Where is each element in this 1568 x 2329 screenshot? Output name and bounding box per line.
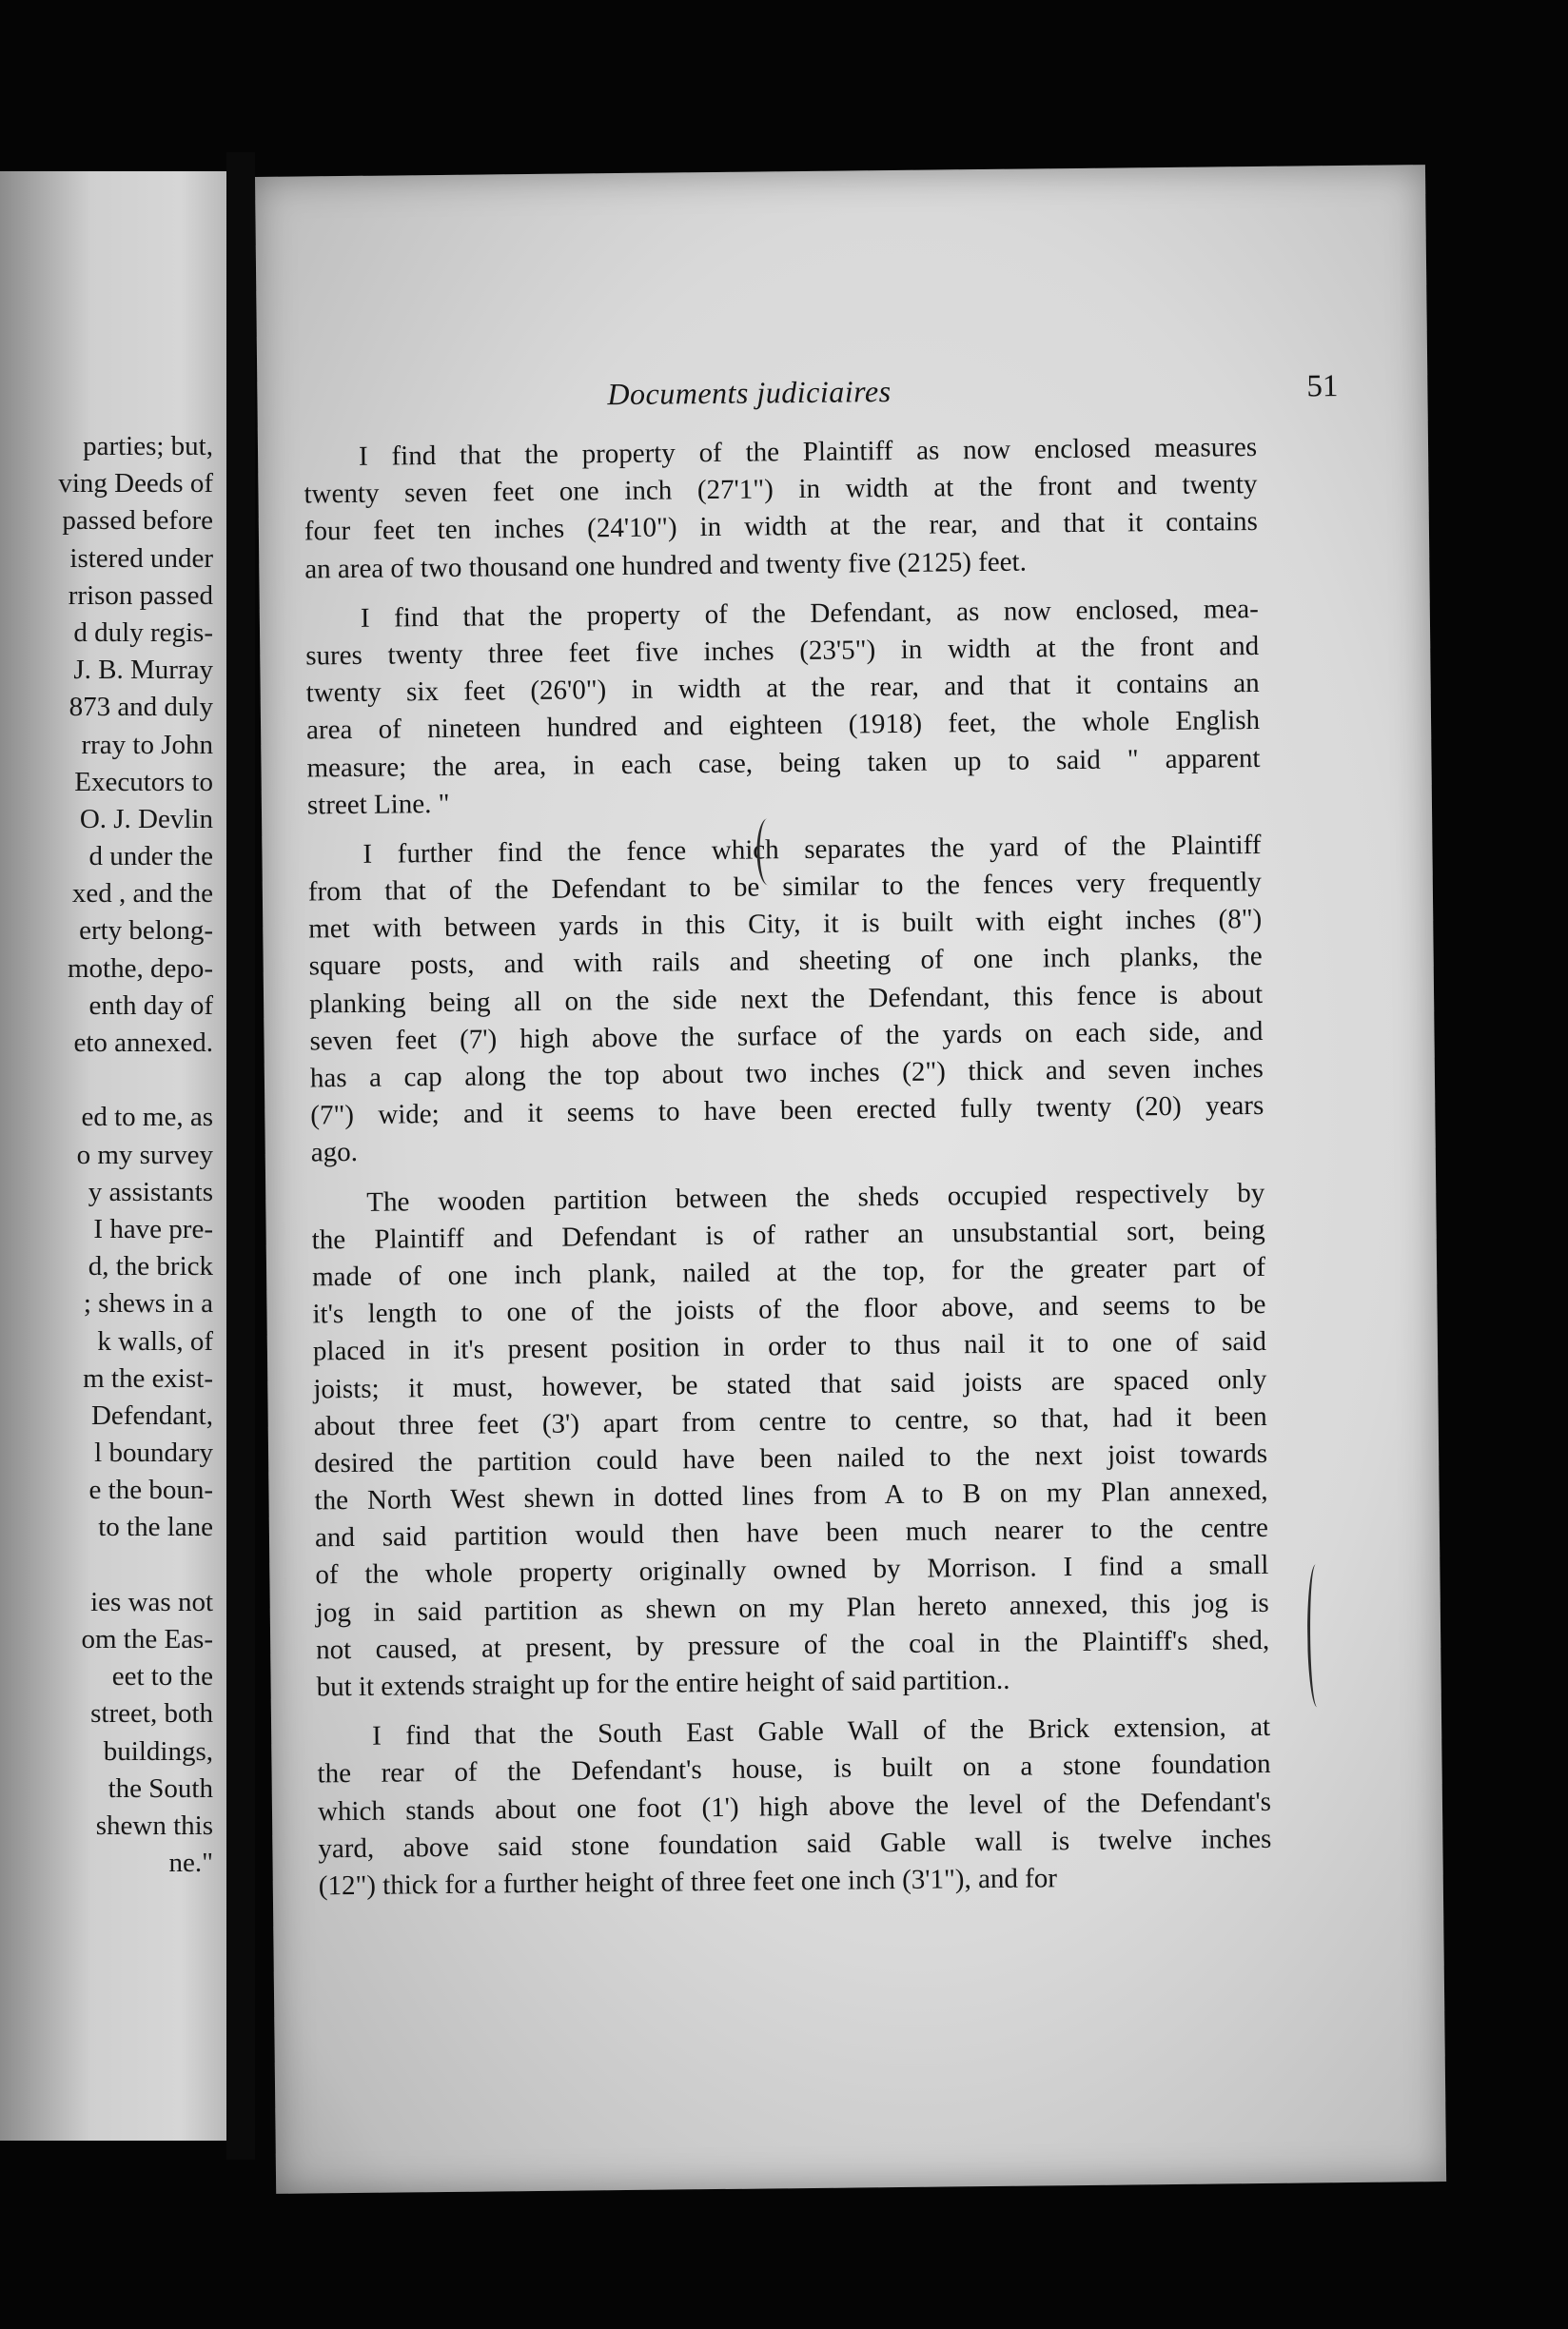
text-line: has a cap along the top about two inches (2") thick and seven inches xyxy=(309,1052,1264,1094)
text-line: placed in it's present position in order to thus nail it to one of said xyxy=(312,1326,1267,1367)
book-spine xyxy=(226,152,255,2160)
previous-page-line: ies was not xyxy=(90,1586,213,1617)
previous-page-line: Executors to xyxy=(74,766,213,797)
text-line: but it extends straight up for the entire height of said partition.. xyxy=(316,1664,1010,1703)
previous-page-line: l boundary xyxy=(94,1438,213,1469)
previous-page-fragment xyxy=(0,171,226,2141)
previous-page-line: to the lane xyxy=(98,1512,213,1543)
paragraph xyxy=(307,827,1264,1172)
text-line: from that of the Defendant to be similar to the fences very frequently xyxy=(307,867,1262,908)
text-line: (12") thick for a further height of three feet one inch (3'1"), and for xyxy=(318,1863,1058,1902)
paragraph xyxy=(304,429,1259,588)
previous-page-line: istered under xyxy=(69,542,213,574)
previous-page-line: om the Eas- xyxy=(81,1624,213,1654)
text-line: twenty six feet (26'0") in width at the rear, and that it contains an xyxy=(305,668,1260,709)
previous-page-line: k walls, of xyxy=(97,1325,213,1357)
text-line: the Plaintiff and Defendant is of rather an unsubstantial sort, being xyxy=(311,1214,1265,1256)
text-line: met with between yards in this City, it is built with eight inches (8") xyxy=(308,904,1263,945)
body-text xyxy=(304,429,1272,1918)
text-line: the rear of the Defendant's house, is built on a stone foundation xyxy=(317,1749,1271,1790)
previous-page-line: 873 and duly xyxy=(69,692,213,723)
previous-page-line: passed before xyxy=(62,505,213,537)
text-line: I further find the fence which separates the yard of the Plaintiff xyxy=(363,829,1262,870)
text-line: not caused, at present, by pressure of the coal in the Plaintiff's shed, xyxy=(316,1624,1270,1666)
text-line: an area of two thousand one hundred and twenty five (2125) feet. xyxy=(304,546,1028,585)
text-line: four feet ten inches (24'10") in width at the rear, and that it contains xyxy=(304,506,1259,547)
previous-page-text xyxy=(0,428,213,1882)
previous-page-line: mothe, depo- xyxy=(67,952,213,984)
text-line: (7") wide; and it seems to have been erected fully twenty (20) years xyxy=(310,1090,1264,1131)
previous-page-line: street, both xyxy=(90,1698,213,1730)
previous-page-line: e the boun- xyxy=(88,1475,213,1506)
text-line: seven feet (7') high above the surface of the yards on each side, and xyxy=(309,1015,1264,1057)
text-line: measure; the area, in each case, being taken up to said " apparent xyxy=(306,742,1261,783)
previous-page-line: d duly regis- xyxy=(73,616,213,648)
previous-page-line: J. B. Murray xyxy=(73,655,213,686)
previous-page-line: buildings, xyxy=(103,1735,213,1767)
previous-page-line: erty belong- xyxy=(79,915,213,947)
text-line: I find that the property of the Defendant, as now enclosed, mea- xyxy=(360,593,1259,634)
text-line: I find that the South East Gable Wall of the Brick extension, at xyxy=(372,1712,1271,1752)
previous-page-line: I have pre- xyxy=(93,1213,213,1244)
text-line: jog in said partition as shewn on my Plan hereto annexed, this jog is xyxy=(315,1587,1269,1629)
previous-page-line: y assistants xyxy=(88,1176,213,1207)
previous-page-line xyxy=(0,1547,213,1584)
text-line: joists; it must, however, be stated that said joists are spaced only xyxy=(313,1363,1267,1404)
previous-page-line: parties; but, xyxy=(83,431,213,461)
document-page xyxy=(255,165,1446,2194)
paragraph xyxy=(305,591,1261,825)
text-line: the North West shewn in dotted lines from A to B on my Plan annexed, xyxy=(314,1475,1268,1517)
text-line: it's length to one of the joists of the floor above, and seems to be xyxy=(312,1289,1266,1330)
previous-page-line: ; shews in a xyxy=(83,1288,213,1320)
text-line: which stands about one foot (1') high above the level of the Defendant's xyxy=(317,1786,1272,1827)
text-line: The wooden partition between the sheds occupied respectively by xyxy=(366,1177,1265,1218)
text-line: square posts, and with rails and sheeting of one inch planks, the xyxy=(308,941,1263,982)
page-header xyxy=(257,368,1427,422)
previous-page-line: xed , and the xyxy=(71,878,213,910)
running-title: Documents judiciaires xyxy=(607,374,892,412)
text-line: made of one inch plank, nailed at the top, for the greater part of xyxy=(311,1251,1266,1293)
text-line: I find that the property of the Plaintiff as now enclosed measures xyxy=(358,431,1258,472)
text-line: yard, above said stone foundation said Gable wall is twelve inches xyxy=(318,1823,1272,1865)
previous-page-line: eet to the xyxy=(111,1661,213,1693)
previous-page-line: m the exist- xyxy=(83,1362,213,1394)
previous-page-line xyxy=(0,1062,213,1099)
previous-page-line: d, the brick xyxy=(88,1251,213,1282)
previous-page-line: ed to me, as xyxy=(81,1102,213,1133)
text-line: street Line. " xyxy=(306,788,450,821)
text-line: area of nineteen hundred and eighteen (1918) feet, the whole English xyxy=(305,705,1261,746)
previous-page-line: d under the xyxy=(88,841,213,872)
pen-mark-margin xyxy=(1306,1564,1326,1707)
previous-page-line: O. J. Devlin xyxy=(79,803,213,834)
text-line: ago. xyxy=(310,1137,359,1168)
previous-page-line: o my survey xyxy=(76,1139,213,1170)
text-line: sures twenty three feet five inches (23'5") in width at the front and xyxy=(305,630,1260,672)
page-number: 51 xyxy=(1306,369,1339,404)
text-line: desired the partition could have been nailed to the next joist towards xyxy=(313,1438,1268,1479)
paragraph xyxy=(311,1175,1270,1707)
previous-page-line: the South xyxy=(108,1772,213,1804)
previous-page-line: Defendant, xyxy=(90,1399,213,1431)
previous-page-line: rray to John xyxy=(81,729,213,760)
previous-page-line: shewn this xyxy=(95,1810,213,1841)
previous-page-line: ving Deeds of xyxy=(58,468,213,499)
text-line: planking being all on the side next the Defendant, this fence is about xyxy=(308,978,1264,1020)
text-line: about three feet (3') apart from centre to centre, so that, had it been xyxy=(313,1400,1267,1442)
previous-page-line: ne." xyxy=(168,1848,213,1879)
text-line: twenty seven feet one inch (27'1") in width at the front and twenty xyxy=(304,469,1258,510)
previous-page-line: enth day of xyxy=(88,989,213,1021)
previous-page-line: eto annexed. xyxy=(73,1028,213,1058)
paragraph xyxy=(317,1709,1272,1905)
text-line: and said partition would then have been much nearer to the centre xyxy=(314,1513,1269,1554)
previous-page-line: rrison passed xyxy=(68,579,213,611)
text-line: of the whole property originally owned by Morrison. I find a small xyxy=(315,1550,1269,1591)
